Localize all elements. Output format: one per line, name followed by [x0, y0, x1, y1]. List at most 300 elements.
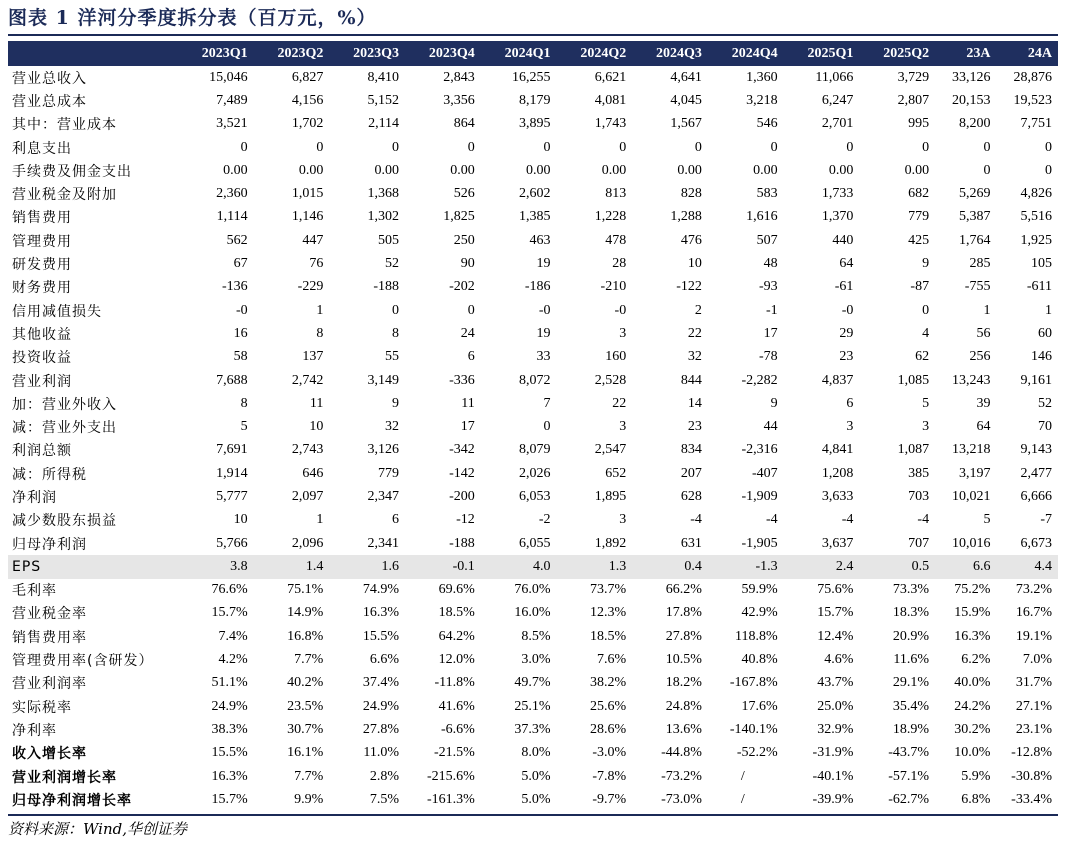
- row-label: 管理费用率(含研发）: [12, 653, 154, 670]
- table-cell: -30.8%: [1011, 768, 1052, 784]
- table-cell: 13,243: [951, 372, 991, 388]
- table-cell: 1.4: [305, 558, 324, 574]
- row-label: 净利率: [12, 722, 57, 739]
- table-cell: 29: [839, 325, 854, 341]
- table-cell: -2,316: [741, 442, 778, 458]
- table-cell: 5: [983, 512, 991, 528]
- table-cell: 67: [233, 256, 248, 272]
- row-label: 收入增长率: [12, 746, 87, 763]
- table-cell: 24: [460, 325, 475, 341]
- table-cell: 49.7%: [514, 675, 551, 691]
- table-cell: 0: [392, 139, 400, 155]
- table-cell: 40.8%: [741, 652, 778, 668]
- table-cell: 1,228: [594, 209, 627, 225]
- table-cell: 3,637: [821, 535, 854, 551]
- table-cell: 10,021: [951, 488, 991, 504]
- table-cell: 0: [846, 139, 854, 155]
- column-header: 2023Q1: [201, 45, 248, 61]
- table-cell: 6,673: [1020, 535, 1052, 551]
- table-cell: -229: [297, 279, 324, 295]
- table-cell: 8,072: [518, 372, 551, 388]
- table-cell: 8,079: [518, 442, 551, 458]
- table-cell: 7,751: [1020, 116, 1052, 132]
- table-cell: 1,302: [367, 209, 400, 225]
- table-cell: 0: [1045, 162, 1052, 178]
- table-cell: 2,547: [594, 442, 627, 458]
- table-cell: 4.0: [532, 558, 551, 574]
- table-cell: 0.00: [753, 162, 778, 178]
- table-cell: -186: [524, 279, 551, 295]
- table-cell: -39.9%: [812, 791, 854, 807]
- table-cell: -4: [917, 512, 930, 528]
- table-cell: 2,843: [443, 69, 475, 85]
- column-header: 2023Q4: [428, 45, 475, 61]
- table-cell: 8: [316, 325, 324, 341]
- table-cell: 463: [529, 232, 551, 248]
- table-cell: 2,807: [897, 92, 930, 108]
- table-cell: -4: [690, 512, 702, 528]
- table-cell: 3: [619, 325, 627, 341]
- table-cell: 11.6%: [893, 652, 930, 668]
- table-cell: 17.8%: [665, 605, 702, 621]
- table-cell: 18.9%: [892, 721, 930, 737]
- row-label: 毛利率: [12, 583, 57, 600]
- column-header: 2024Q2: [580, 45, 627, 61]
- table-cell: 10.5%: [665, 652, 702, 668]
- table-cell: -0: [614, 302, 627, 318]
- table-cell: -21.5%: [433, 745, 475, 761]
- table-cell: 646: [302, 465, 324, 481]
- table-cell: 6,621: [594, 69, 627, 85]
- table-cell: 33: [536, 349, 551, 365]
- table-cell: -33.4%: [1011, 791, 1052, 807]
- table-cell: 0: [1045, 139, 1052, 155]
- table-cell: -7: [1040, 512, 1052, 528]
- table-cell: 1,616: [746, 209, 778, 225]
- table-cell: 10: [233, 512, 248, 528]
- table-row: [8, 742, 1058, 765]
- table-cell: 779: [908, 209, 930, 225]
- table-cell: 0.00: [677, 162, 702, 178]
- table-row: [8, 648, 1058, 671]
- table-cell: -6.6%: [440, 721, 475, 737]
- table-cell: 12.0%: [438, 652, 475, 668]
- table-cell: -57.1%: [888, 768, 930, 784]
- table-cell: 505: [378, 232, 400, 248]
- column-header: 23A: [966, 45, 991, 61]
- table-cell: 15,046: [209, 69, 248, 85]
- table-row: [8, 439, 1058, 462]
- table-cell: 1,360: [746, 69, 778, 85]
- table-cell: 12.4%: [817, 628, 854, 644]
- row-label: 营业税金及附加: [12, 187, 117, 204]
- table-cell: 1: [316, 302, 324, 318]
- table-cell: 3: [846, 419, 854, 435]
- table-row: [8, 159, 1058, 182]
- table-cell: 2,360: [216, 186, 248, 202]
- table-cell: 59.9%: [741, 582, 778, 598]
- table-cell: 447: [302, 232, 324, 248]
- table-cell: 6,053: [518, 488, 551, 504]
- table-cell: 5,152: [367, 92, 400, 108]
- table-cell: 7.0%: [1022, 652, 1052, 668]
- table-cell: 4.4: [1034, 558, 1052, 574]
- table-cell: 7.6%: [597, 652, 627, 668]
- table-cell: 1,385: [518, 209, 551, 225]
- table-cell: 30.2%: [954, 721, 991, 737]
- table-cell: -73.2%: [661, 768, 702, 784]
- table-cell: 1,567: [670, 116, 702, 132]
- table-cell: 18.5%: [438, 605, 475, 621]
- table-cell: 1,370: [821, 209, 854, 225]
- table-cell: 55: [385, 349, 400, 365]
- table-cell: 23.1%: [1015, 721, 1052, 737]
- table-row: [8, 462, 1058, 485]
- table-row: [8, 229, 1058, 252]
- table-cell: 9,161: [1020, 372, 1052, 388]
- bottom-divider: [8, 814, 1058, 816]
- table-cell: 3,521: [216, 116, 248, 132]
- table-cell: 18.3%: [892, 605, 930, 621]
- table-cell: 5,269: [958, 186, 991, 202]
- table-cell: 25.1%: [514, 698, 551, 714]
- column-header: 2025Q2: [883, 45, 930, 61]
- table-cell: 2,477: [1020, 465, 1052, 481]
- table-cell: -87: [910, 279, 930, 295]
- table-cell: -342: [449, 442, 475, 458]
- table-cell: 5.9%: [961, 768, 991, 784]
- table-cell: 6: [846, 395, 854, 411]
- table-cell: 2,341: [367, 535, 400, 551]
- column-header: 2024Q1: [504, 45, 551, 61]
- table-cell: 19: [536, 256, 551, 272]
- table-cell: 43.7%: [817, 675, 854, 691]
- table-cell: 0: [467, 302, 475, 318]
- table-cell: 16: [233, 325, 248, 341]
- table-cell: -40.1%: [812, 768, 854, 784]
- table-row: [8, 695, 1058, 718]
- table-cell: -7.8%: [592, 768, 627, 784]
- table-cell: 76: [309, 256, 324, 272]
- table-row: [8, 113, 1058, 136]
- table-cell: 5.0%: [521, 768, 551, 784]
- table-cell: 1,208: [821, 465, 854, 481]
- row-label: 实际税率: [12, 699, 72, 716]
- table-cell: 64: [839, 256, 854, 272]
- table-cell: 0.00: [298, 162, 324, 178]
- row-label: 减：所得税: [12, 466, 87, 483]
- table-cell: 0: [983, 139, 991, 155]
- table-cell: 90: [460, 256, 475, 272]
- table-cell: 58: [233, 349, 248, 365]
- table-cell: 7.4%: [218, 628, 248, 644]
- title-divider: [8, 34, 1058, 36]
- table-cell: 75.6%: [817, 582, 854, 598]
- table-body: [8, 66, 1058, 812]
- table-cell: -12: [456, 512, 475, 528]
- table-cell: 28.6%: [590, 721, 627, 737]
- table-cell: 73.7%: [590, 582, 627, 598]
- table-cell: -61: [834, 279, 854, 295]
- table-cell: 425: [908, 232, 930, 248]
- row-label: 管理费用: [12, 233, 72, 250]
- table-cell: 66.2%: [665, 582, 702, 598]
- table-cell: 6: [467, 349, 475, 365]
- table-cell: 17: [763, 325, 778, 341]
- table-cell: 631: [680, 535, 702, 551]
- column-header: 2023Q3: [353, 45, 400, 61]
- table-cell: -31.9%: [812, 745, 854, 761]
- table-cell: 69.6%: [438, 582, 475, 598]
- table-cell: 28,876: [1013, 69, 1052, 85]
- row-label: 营业利润率: [12, 676, 87, 693]
- table-cell: 42.9%: [741, 605, 778, 621]
- table-cell: 38.3%: [211, 721, 248, 737]
- table-cell: 0.00: [374, 162, 400, 178]
- table-cell: 13.6%: [665, 721, 702, 737]
- table-cell: 1.6: [381, 558, 400, 574]
- table-cell: 2,528: [594, 372, 627, 388]
- table-row: [8, 602, 1058, 625]
- table-cell: 25.0%: [817, 698, 854, 714]
- table-cell: 3,633: [821, 488, 854, 504]
- table-cell: -336: [449, 372, 475, 388]
- table-cell: 23: [687, 419, 702, 435]
- table-cell: 3: [922, 419, 930, 435]
- table-cell: 8.0%: [521, 745, 551, 761]
- table-cell: -44.8%: [661, 745, 702, 761]
- table-cell: 6,247: [821, 92, 854, 108]
- table-cell: 5.0%: [521, 791, 551, 807]
- table-cell: 27.1%: [1015, 698, 1052, 714]
- table-cell: 16.0%: [514, 605, 551, 621]
- table-cell: 2.8%: [369, 768, 400, 784]
- table-cell: 8,410: [367, 69, 400, 85]
- table-cell: 1: [316, 512, 324, 528]
- table-cell: -12.8%: [1011, 745, 1052, 761]
- table-cell: 6,055: [518, 535, 551, 551]
- table-cell: -3.0%: [592, 745, 627, 761]
- table-cell: 10,016: [951, 535, 991, 551]
- table-cell: 0.00: [450, 162, 475, 178]
- table-cell: 3: [619, 419, 627, 435]
- table-cell: 11.0%: [363, 745, 400, 761]
- table-cell: 0: [922, 139, 930, 155]
- table-cell: 2,701: [821, 116, 854, 132]
- table-cell: 16,255: [511, 69, 551, 85]
- table-cell: -755: [964, 279, 991, 295]
- table-cell: 0.00: [601, 162, 627, 178]
- table-cell: 0: [240, 139, 248, 155]
- table-cell: 22: [612, 395, 627, 411]
- row-label: EPS: [12, 558, 42, 575]
- table-cell: 1,368: [367, 186, 400, 202]
- table-cell: 73.3%: [892, 582, 930, 598]
- table-cell: -52.2%: [736, 745, 778, 761]
- table-cell: 476: [680, 232, 702, 248]
- table-row: [8, 252, 1058, 275]
- table-cell: 1,085: [897, 372, 930, 388]
- table-cell: 0: [543, 139, 551, 155]
- table-cell: 440: [832, 232, 854, 248]
- table-cell: 1: [1045, 302, 1052, 318]
- table-cell: 1,288: [670, 209, 702, 225]
- table-cell: 256: [969, 349, 991, 365]
- table-cell: 6: [392, 512, 400, 528]
- table-cell: 17.6%: [741, 698, 778, 714]
- table-cell: 1,087: [897, 442, 930, 458]
- row-label: 销售费用: [12, 210, 72, 227]
- table-cell: 4,826: [1020, 186, 1052, 202]
- column-header: 2024Q3: [656, 45, 702, 61]
- table-cell: 5,777: [216, 488, 248, 504]
- header-row: [8, 41, 1058, 66]
- table-cell: 19.1%: [1015, 628, 1052, 644]
- table-row: [8, 206, 1058, 229]
- table-cell: 8,179: [518, 92, 551, 108]
- table-cell: 75.1%: [287, 582, 324, 598]
- table-cell: 24.9%: [362, 698, 400, 714]
- table-cell: 8: [392, 325, 400, 341]
- row-label: 营业总成本: [12, 93, 87, 110]
- table-cell: 160: [605, 349, 627, 365]
- table-cell: 146: [1031, 349, 1052, 365]
- table-cell: 15.5%: [362, 628, 400, 644]
- table-cell: 1,925: [1020, 232, 1052, 248]
- table-cell: 75.2%: [954, 582, 991, 598]
- table-cell: 1,895: [594, 488, 627, 504]
- row-label: 其他收益: [12, 326, 72, 343]
- column-header: 24A: [1027, 45, 1052, 61]
- table-row: [8, 788, 1058, 811]
- table-cell: 19,523: [1013, 92, 1052, 108]
- table-cell: 834: [680, 442, 702, 458]
- table-cell: 2,096: [291, 535, 324, 551]
- row-label: 利息支出: [12, 140, 72, 157]
- table-cell: 828: [680, 186, 702, 202]
- row-label: 营业税金率: [12, 606, 87, 623]
- table-cell: 6.6%: [369, 652, 400, 668]
- row-label: 信用减值损失: [12, 303, 102, 320]
- table-row: [8, 718, 1058, 741]
- table-cell: 0: [316, 139, 324, 155]
- table-cell: 1,892: [594, 535, 627, 551]
- table-cell: 52: [385, 256, 400, 272]
- table-cell: 682: [908, 186, 930, 202]
- table-cell: 507: [756, 232, 778, 248]
- table-cell: 41.6%: [438, 698, 475, 714]
- table-cell: 19: [536, 325, 551, 341]
- table-row: [8, 509, 1058, 532]
- table-cell: -0.1: [452, 558, 475, 574]
- table-cell: 137: [302, 349, 324, 365]
- table-row: [8, 89, 1058, 112]
- table-cell: 2.4: [835, 558, 854, 574]
- table-cell: 995: [908, 116, 930, 132]
- table-cell: 9.9%: [294, 791, 324, 807]
- row-label: 营业利润: [12, 373, 72, 390]
- table-cell: -93: [758, 279, 778, 295]
- table-cell: 9: [770, 395, 778, 411]
- table-cell: 7,688: [216, 372, 248, 388]
- table-cell: 0: [770, 139, 778, 155]
- table-cell: 73.2%: [1015, 582, 1052, 598]
- table-cell: 628: [680, 488, 702, 504]
- table-cell: 11: [309, 395, 324, 411]
- table-cell: 76.6%: [211, 582, 248, 598]
- table-row: [8, 136, 1058, 159]
- table-cell: 29.1%: [892, 675, 930, 691]
- table-cell: 35.4%: [892, 698, 930, 714]
- table-cell: -122: [676, 279, 702, 295]
- table-row: [8, 276, 1058, 299]
- table-cell: 62: [915, 349, 930, 365]
- table-cell: 3,126: [367, 442, 400, 458]
- table-cell: 526: [453, 186, 475, 202]
- row-label: 营业利润增长率: [12, 769, 117, 786]
- table-cell: 5: [922, 395, 930, 411]
- table-cell: -140.1%: [729, 721, 778, 737]
- table-cell: 385: [908, 465, 930, 481]
- table-cell: -43.7%: [888, 745, 930, 761]
- table-cell: -4: [841, 512, 854, 528]
- table-cell: 39: [976, 395, 991, 411]
- table-cell: 707: [908, 535, 930, 551]
- table-cell: 0.00: [525, 162, 551, 178]
- table-cell: -78: [758, 349, 778, 365]
- table-cell: 0: [694, 139, 702, 155]
- table-cell: 844: [680, 372, 702, 388]
- row-label: 利润总额: [12, 443, 72, 460]
- table-cell: 15.9%: [954, 605, 991, 621]
- column-header: 2024Q4: [731, 45, 778, 61]
- table-cell: 0.5: [911, 558, 930, 574]
- table-cell: 0: [922, 302, 930, 318]
- table-cell: 25.6%: [590, 698, 627, 714]
- table-cell: 32.9%: [817, 721, 854, 737]
- table-cell: -1: [765, 302, 778, 318]
- table-cell: 7: [543, 395, 551, 411]
- table-cell: 250: [453, 232, 475, 248]
- table-cell: 48: [763, 256, 778, 272]
- row-label: 减少数股东损益: [12, 513, 117, 530]
- table-cell: 583: [756, 186, 778, 202]
- table-cell: 3,197: [958, 465, 991, 481]
- table-cell: -200: [449, 488, 475, 504]
- table-cell: 3,149: [367, 372, 400, 388]
- table-cell: 4,837: [821, 372, 854, 388]
- table-cell: 12.3%: [590, 605, 627, 621]
- table-cell: 1,015: [291, 186, 324, 202]
- table-cell: 546: [756, 116, 778, 132]
- table-cell: 10: [687, 256, 702, 272]
- table-row: [8, 625, 1058, 648]
- table-cell: 64: [976, 419, 991, 435]
- table-cell: -2,282: [741, 372, 778, 388]
- table-cell: 2,602: [518, 186, 551, 202]
- table-cell: -161.3%: [426, 791, 475, 807]
- table-cell: 7,691: [216, 442, 248, 458]
- table-row: [8, 765, 1058, 788]
- table-cell: 4,156: [291, 92, 324, 108]
- table-cell: 4.6%: [824, 652, 854, 668]
- table-row: [8, 532, 1058, 555]
- table-cell: 5,766: [216, 535, 248, 551]
- table-cell: 3: [619, 512, 627, 528]
- table-title: 图表 1 洋河分季度拆分表（百万元，%）: [8, 7, 377, 29]
- table-cell: 31.7%: [1015, 675, 1052, 691]
- table-row: [8, 369, 1058, 392]
